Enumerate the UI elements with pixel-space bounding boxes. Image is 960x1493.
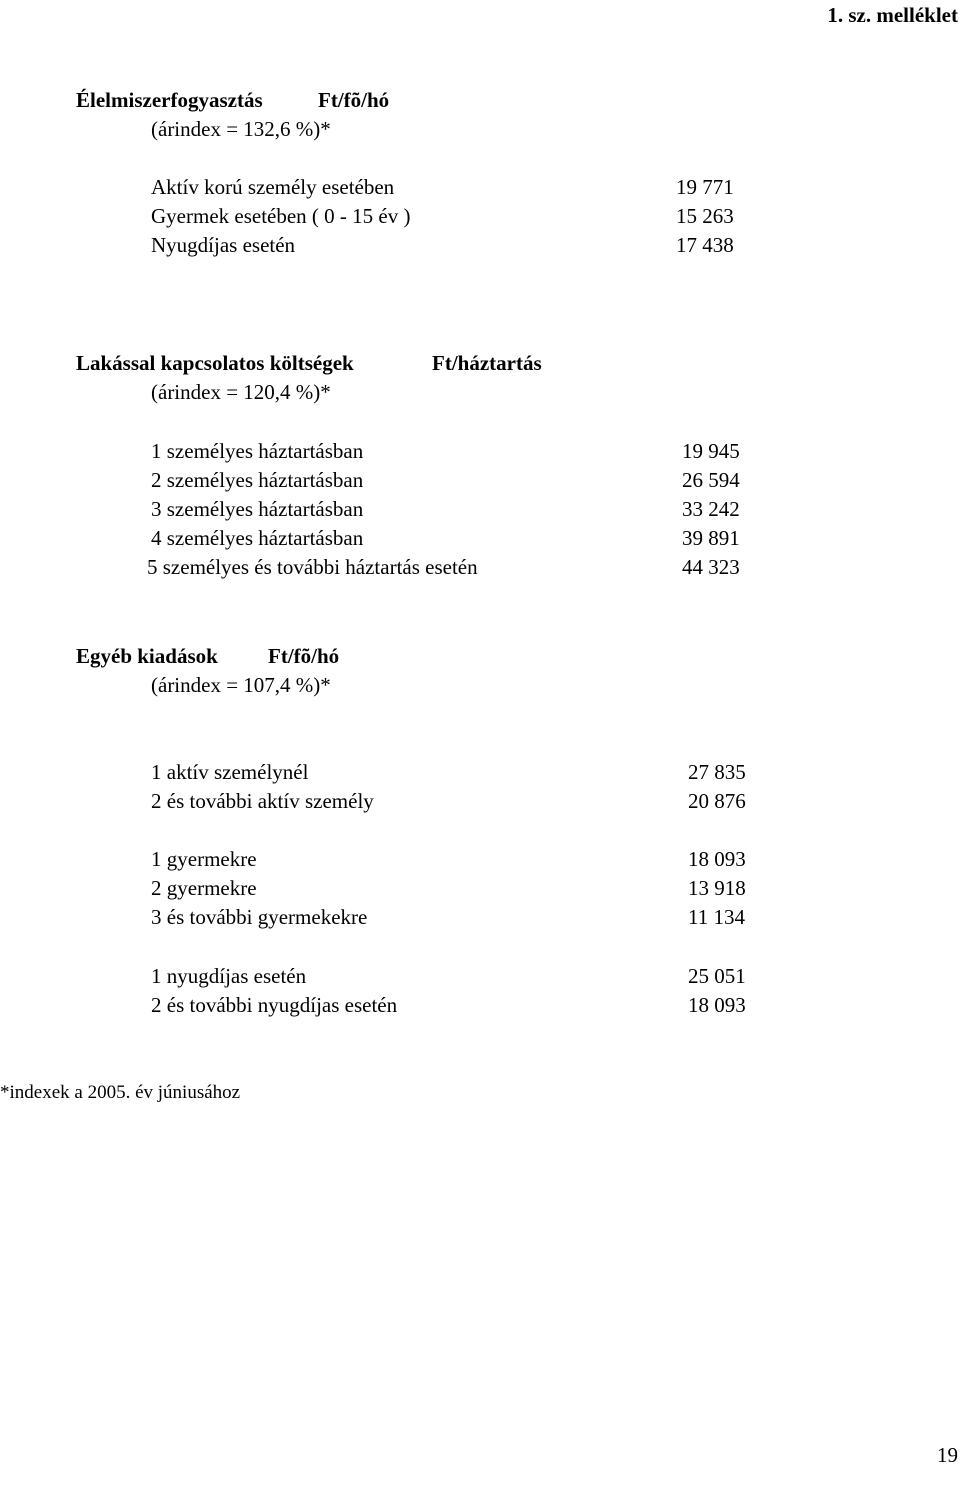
section-2-title: Lakással kapcsolatos költségek bbox=[76, 351, 354, 375]
section-3-row-label: 1 gyermekre bbox=[151, 847, 257, 871]
page-number: 19 bbox=[937, 1443, 958, 1467]
section-1-title: Élelmiszerfogyasztás bbox=[76, 88, 263, 112]
section-3-row-value: 25 051 bbox=[688, 964, 746, 988]
section-1-row-value: 15 263 bbox=[676, 204, 734, 228]
section-3-row-label: 2 és további aktív személy bbox=[151, 789, 374, 813]
section-1-row-label: Gyermek esetében ( 0 - 15 év ) bbox=[151, 204, 411, 228]
section-3-unit: Ft/fõ/hó bbox=[268, 644, 340, 668]
section-2-row-value: 26 594 bbox=[682, 468, 740, 492]
section-3-row-value: 11 134 bbox=[688, 905, 745, 929]
section-3-row-value: 18 093 bbox=[688, 993, 746, 1017]
section-2-row-value: 19 945 bbox=[682, 439, 740, 463]
section-1-row-label: Nyugdíjas esetén bbox=[151, 233, 296, 257]
footnote: *indexek a 2005. év júniusához bbox=[0, 1082, 241, 1103]
section-3-row-value: 13 918 bbox=[688, 876, 746, 900]
section-1-unit: Ft/fõ/hó bbox=[318, 88, 390, 112]
section-2-row-value: 44 323 bbox=[682, 555, 740, 579]
section-2-row-label: 5 személyes és további háztartás esetén bbox=[147, 555, 478, 579]
section-2-unit: Ft/háztartás bbox=[432, 351, 542, 375]
section-2-row-value: 39 891 bbox=[682, 526, 740, 550]
section-1-row-value: 19 771 bbox=[676, 175, 734, 199]
section-3-row-label: 1 nyugdíjas esetén bbox=[151, 964, 307, 988]
section-2-row-label: 4 személyes háztartásban bbox=[151, 526, 364, 550]
section-3-index: (árindex = 107,4 %)* bbox=[151, 673, 331, 697]
section-2-row-value: 33 242 bbox=[682, 497, 740, 521]
section-1-row-value: 17 438 bbox=[676, 233, 734, 257]
section-1-index: (árindex = 132,6 %)* bbox=[151, 117, 331, 141]
section-3-row-label: 1 aktív személynél bbox=[151, 760, 309, 784]
annex-label: 1. sz. melléklet bbox=[827, 3, 958, 27]
section-3-row-label: 2 és további nyugdíjas esetén bbox=[151, 993, 398, 1017]
section-3-row-value: 18 093 bbox=[688, 847, 746, 871]
section-3-row-label: 2 gyermekre bbox=[151, 876, 257, 900]
section-2-row-label: 2 személyes háztartásban bbox=[151, 468, 364, 492]
section-1-row-label: Aktív korú személy esetében bbox=[151, 175, 395, 199]
section-3-row-value: 27 835 bbox=[688, 760, 746, 784]
section-3-title: Egyéb kiadások bbox=[76, 644, 218, 668]
section-3-row-value: 20 876 bbox=[688, 789, 746, 813]
section-2-row-label: 3 személyes háztartásban bbox=[151, 497, 364, 521]
section-3-row-label: 3 és további gyermekekre bbox=[151, 905, 368, 929]
section-2-row-label: 1 személyes háztartásban bbox=[151, 439, 364, 463]
section-2-index: (árindex = 120,4 %)* bbox=[151, 380, 331, 404]
